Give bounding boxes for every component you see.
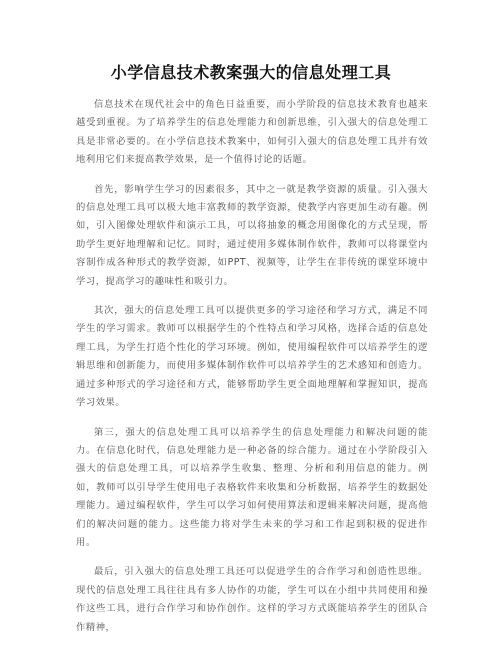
paragraph-second: 其次，强大的信息处理工具可以提供更多的学习途径和学习方式，满足不同学生的学习需求。教师可以根据学生的个性特点和学习风格，选择合适的信息处理工具，为学生打造个性化的学习环境。例如，使用编程软件可以培养学生的逻辑思维和创新能力，而使用多媒体制作软件可以培养学生的艺术感知和创造力。通过多种形式的学习途径和方式，能够帮助学生更全面地理解和掌握知识，提高学习效果。	[76, 305, 428, 409]
paragraph-last: 最后，引入强大的信息处理工具还可以促进学生的合作学习和创造性思维。现代的信息处理工具往往具有多人协作的功能，学生可以在小组中共同使用和操作这些工具，进行合作学习和协作创作。这样的学习方式既能培养学生的团队合作精神，	[76, 566, 428, 633]
document-body	[76, 96, 428, 648]
paragraph-third: 第三，强大的信息处理工具可以培养学生的信息处理能力和解决问题的能力。在信息化时代，信息处理能力是一种必备的综合能力。通过在小学阶段引入强大的信息处理工具，可以培养学生收集、整理、分析和利用信息的能力。例如，教师可以引导学生使用电子表格软件来收集和分析数据，培养学生的数据处理能力。通过编程软件，学生可以学习如何使用算法和逻辑来解决问题，提高他们的解决问题的能力。这些能力将对学生未来的学习和工作起到积极的促进作用。	[76, 426, 428, 548]
document-title: 小学信息技术教案强大的信息处理工具	[110, 63, 392, 82]
paragraph-first: 首先，影响学生学习的因素很多，其中之一就是教学资源的质量。引入强大的信息处理工具可以极大地丰富教师的教学资源，使教学内容更加生动有趣。例如，引入图像处理软件和演示工具，可以将抽象的概念用图像化的方式呈现，帮助学生更好地理解和记忆。同时，通过使用多媒体制作软件，教师可以将课堂内容制作成各种形式的教学资源，如PPT、视频等，让学生在非传统的课堂环境中学习，提高学习的趣味性和吸引力。	[76, 183, 428, 287]
paragraph-intro: 信息技术在现代社会中的角色日益重要，而小学阶段的信息技术教育也越来越受到重视。为了培养学生的信息处理能力和创新思维，引入强大的信息处理工具是非常必要的。在小学信息技术教案中，如何引入强大的信息处理工具并有效地利用它们来提高教学效果，是一个值得讨论的话题。	[76, 99, 428, 166]
